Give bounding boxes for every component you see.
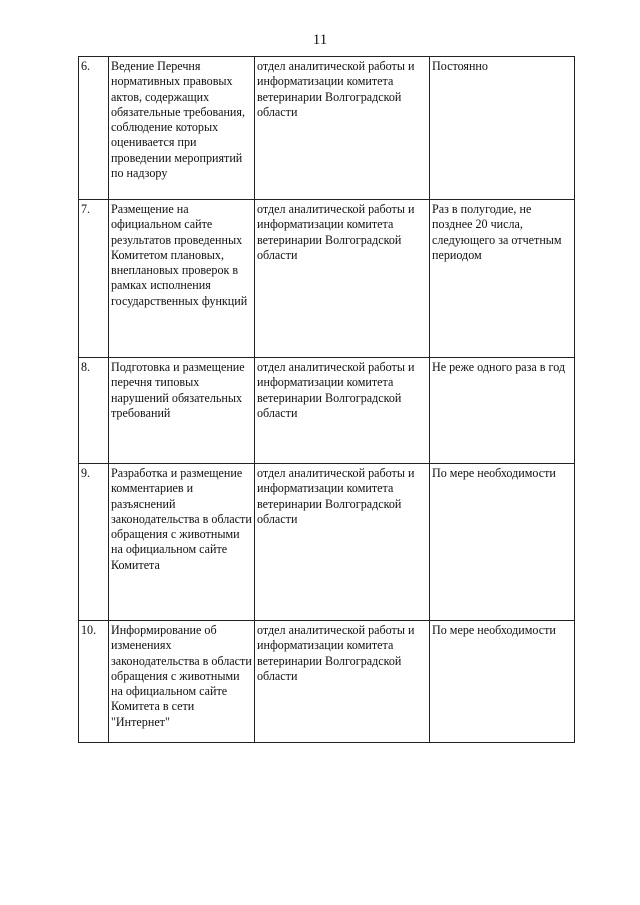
- table-row: [79, 57, 575, 200]
- measures-table: [78, 56, 575, 743]
- row-action: Информирование об изменениях законодательства в области обращения с животными на официальном сайте Комитета в сети "Интернет": [109, 621, 255, 743]
- row-term: Раз в полугодие, не позднее 20 числа, следующего за отчетным периодом: [430, 200, 575, 358]
- row-responsible: отдел аналитической работы и информатизации комитета ветеринарии Волгоградской области: [255, 57, 430, 200]
- row-responsible: отдел аналитической работы и информатизации комитета ветеринарии Волгоградской области: [255, 200, 430, 358]
- row-term: Не реже одного раза в год: [430, 358, 575, 464]
- row-responsible: отдел аналитической работы и информатизации комитета ветеринарии Волгоградской области: [255, 464, 430, 621]
- row-responsible: отдел аналитической работы и информатизации комитета ветеринарии Волгоградской области: [255, 621, 430, 743]
- row-action: Подготовка и размещение перечня типовых нарушений обязательных требований: [109, 358, 255, 464]
- table-row: [79, 200, 575, 358]
- row-number: 9.: [79, 464, 109, 621]
- row-term: Постоянно: [430, 57, 575, 200]
- row-number: 6.: [79, 57, 109, 200]
- row-action: Размещение на официальном сайте результатов проведенных Комитетом плановых, внеплановых проверок в рамках исполнения государственных функций: [109, 200, 255, 358]
- page-number: 11: [312, 32, 328, 48]
- row-responsible: отдел аналитической работы и информатизации комитета ветеринарии Волгоградской области: [255, 358, 430, 464]
- table-row: [79, 464, 575, 621]
- row-number: 10.: [79, 621, 109, 743]
- table-row: [79, 358, 575, 464]
- row-term: По мере необходимости: [430, 621, 575, 743]
- row-number: 7.: [79, 200, 109, 358]
- row-action: Разработка и размещение комментариев и разъяснений законодательства в области обращения с животными на официальном сайте Комитета: [109, 464, 255, 621]
- row-term: По мере необходимости: [430, 464, 575, 621]
- row-action: Ведение Перечня нормативных правовых актов, содержащих обязательные требования, соблюдение которых оценивается при проведении мероприятий по надзору: [109, 57, 255, 200]
- row-number: 8.: [79, 358, 109, 464]
- table-row: [79, 621, 575, 743]
